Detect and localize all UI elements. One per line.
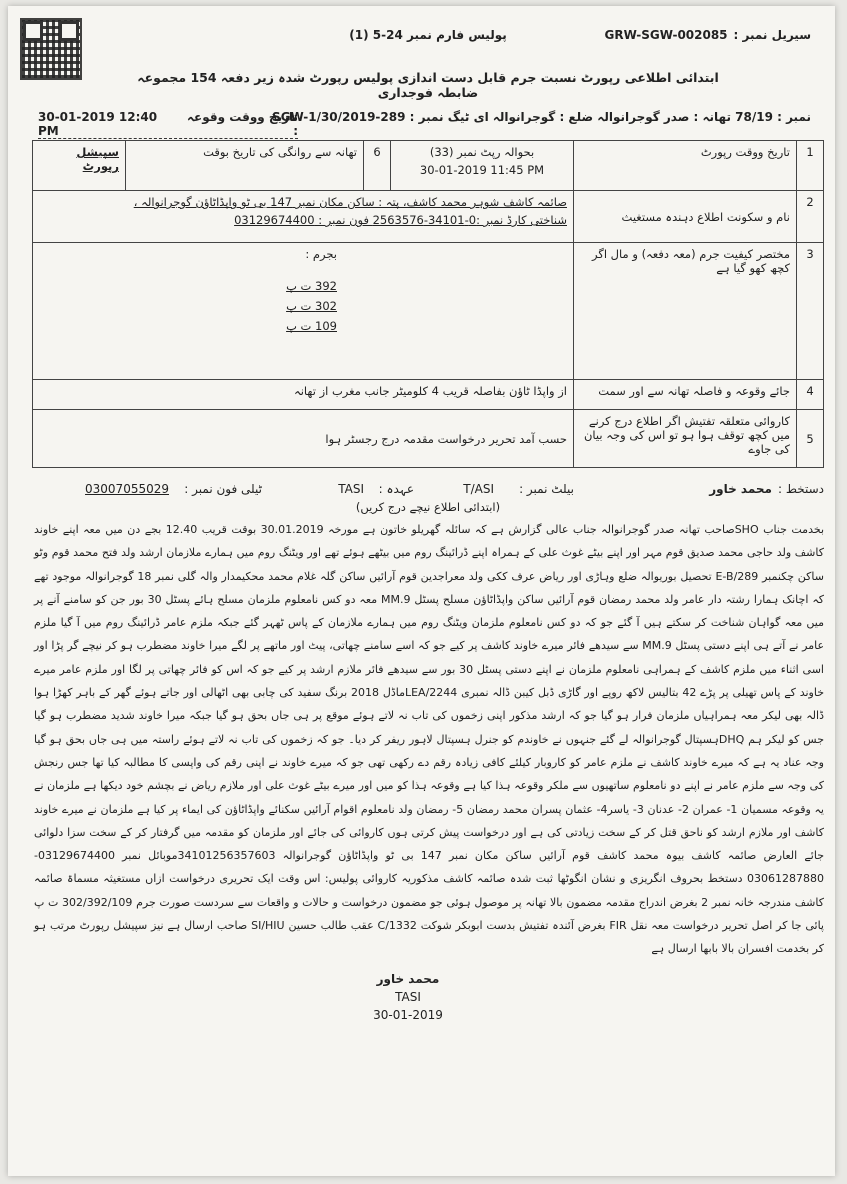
investigation-note: حسب آمد تحریر درخواست مقدمہ درج رجسٹر ہوا	[33, 410, 574, 468]
serial-number	[605, 28, 812, 42]
rank-label: عہدہ :	[378, 482, 414, 496]
table-row	[33, 191, 824, 243]
officer-name: محمد خاور	[709, 482, 772, 496]
footer-date: 30-01-2019	[373, 1008, 443, 1022]
offence-label: بجرم :	[305, 247, 337, 261]
incident-datetime-value: 30-01-2019 12:40 PM	[38, 110, 158, 138]
report-body: بخدمت جناب SHOصاحب تھانہ صدر گوجرانوالہ جناب عالی گزارش ہے کہ سائلہ گھریلو خاتون ہے مورخہ 30.01.2019 بوقت قریب 12.40 بجے دن میں معہ اپنے خاوند کاشف ولد حاجی محمد صدیق قوم مہر اور اپنے بیٹے غوث علی کے ہمراہ اپنے ڈرائینگ روم میں بیٹھے ہوئے تھے اور ویٹنگ روم میں ہمارے ملازمان ارشد ولد فتح محمد قوم وٹو ساکن چکنمبر 289/E-B تحصیل بوریوالہ ضلع وہاڑی اور ریاض عرف ککی ولد معراجدین قوم آرائیں ساکن گلہ غلام محمد محکیمدار والہ گلی نمبر 18 گوجرانوالہ موجود تھے کہ اچانک ہمارا رشتہ دار عامر ولد محمد رمضان قوم آرائیں ساکن واپڈاٹاؤن مسلح پسٹل MM.9 معہ دو کس نامعلوم ملزمان مسلح ہائے پسٹل 30 بور جن کو سامنے آنے پر میں معہ گواہان شناخت کر سکتے ہیں آ گئے جو کہ دو کس نامعلوم ملزمان ویٹنگ روم میں ہمارے ملازمان کے پاس ٹھہر گئے جبکہ ملزم عامر ڈرائینگ روم میں آ گیا ملزم عامر نے آتے ہی اپنے دستی پسٹل MM.9 سے سیدھے فائر میرے خاوند کاشف پر کیے جو کہ اسے سامنے چھاتی، پیٹ اور ماتھے پر لگے میرا خاوند مضطرب ہو کر نیچے گر پڑا اور اسی اثناء میں ملزم کاشف کے ہمراہی نامعلوم ملزمان نے اپنے دستی پسٹل 30 بور سے سیدھے فائر ملازم ارشد پر کیے جو کہ اس کو فائر چھاتی پر لگا اور ملزم عامر میرے خاوند کے پاس تھیلی پر پڑے 42 بتالیس لاکھ روپے اور گاڑی ڈبل کیبن ڈالہ نمبری LEA/2244ماڈل 2018 برنگ سفید کی چابی بھی اٹھالی اور جاتے ہوئے گھر کے باہر کھڑا ہوا ڈالہ بھی لیکر معہ ہمراہیاں ملزمان فرار ہو گیا جو کہ ارشد مذکور اپنی زخموں کی تاب نہ لاتے ہوئے موقع پر ہی جاں بحق ہو گیا جبکہ میرا خاوند شدید مضطرب ہو گیا جس کو لیکر ہم DHQہسپتال گوجرانوالہ لے گئے جنہوں نے خاوندم کو جنرل ہسپتال لاہور ریفر کر دیا۔ جو کہ زخموں کی تاب نہ لاتے ہوئے راستہ میں ہی جاں بحق ہو گیا وجہ عناد یہ ہے کہ میرے خاوند کاشف نے ملزم عامر کو کاروبار کیلئے کافی زیادہ رقم دے رکھی تھی جو کہ میرے خاوند نے اپنی رقم کی واپسی کا مطالبہ کیا تھا جس رنجش کی وجہ سے ملزم عامر نے اپنے دو نامعلوم ساتھیوں سے ملکر وقوعہ ہذا کیا ہے وقوعہ ہذا کو میں اور میرے بیٹے غوث علی اور ملازم ریاض نے بچشم خود دیکھا ہے ملزمان نے یہ وقوعہ مسمیان 1- عمران 2- عدنان 3- یاسر4- عثمان پسران محمد رمضان 5- رمضان ولد نامعلوم اقوام آرائیں سکنائے واپڈاٹاؤن کی ایماء پر کیا ہے ملزمان نے میرے خاوند کاشف اور ملازم ارشد کو ناحق قتل کر کے سخت زیادتی کی ہے اور درخواست پیش کرتی ہوں کاروائی کی جائے اور ملزمان کو مقدمہ میں گرفتار کر کے سخت سزا دلوائی جائے العارض صائمہ کاشف بیوہ محمد کاشف قوم آرائیں ساکن مکان نمبر 147 بی ٹو واپڈاٹاؤن گوجرانوالہ 34101256357603موبائل نمبر 03129674400-03061287880 دستخط بحروف انگریزی و نشان انگوٹھا ثبت شدہ صائمہ کاشف مذکوریہ کاروائی پولیس: اس وقت ایک تحریری درخواست ازاں مستغیثہ مسماۃ صائمہ کاشف مندرجہ خانہ نمبر 2 بغرض اندراج مقدمہ مضمون بالا تھانہ پر موصول ہوئی جو مضمون درخواست و حالات و واقعات سے سردست صورت جرم 302/392/109 ت پ پائی جا کر اصل تحریر درخواست معہ نقل FIR بغرض آئندہ تفتیش بدست ابوبکر شوکت C/1332 عقب طالب حسین SI/HIU صاحب ارسال ہے نیز سپیشل رپورٹ مرتب ہو کر بخدمت افسران بالا بابھا ارسال ہے	[34, 523, 825, 956]
row-label: مختصر کیفیت جرم (معہ دفعہ) و مال اگر کچھ کھو گیا ہے	[574, 243, 797, 380]
offence-section: 302 ت پ	[286, 299, 337, 313]
form-title: پولیس فارم نمبر 24-5 (1)	[349, 28, 507, 42]
phone-label: ٹیلی فون نمبر :	[184, 482, 262, 496]
footer-rank: TASI	[395, 990, 421, 1004]
table-row	[33, 141, 824, 191]
case-line: نمبر : 78/19 تھانہ : صدر گوجرانوالہ ضلع : گوجرانوالہ ای ٹیگ نمبر : SGW-1/30/2019-289	[272, 110, 811, 124]
officer-details	[32, 482, 824, 502]
row-number: 6	[364, 141, 391, 191]
report-subtitle: ابتدائی اطلاعی رپورٹ نسبت جرم قابل دست اندازی پولیس رپورٹ شدہ زیر دفعہ 154 مجموعہ ضابطہ فوجداری	[137, 70, 719, 100]
report-reference: بحوالہ رپٹ نمبر (33)	[429, 145, 535, 159]
table-row	[33, 380, 824, 410]
row-value	[391, 141, 574, 191]
row-label: جائے وقوعہ و فاصلہ تھانہ سے اور سمت	[574, 380, 797, 410]
entry-note: (ابتدائی اطلاع نیچے درج کریں)	[355, 500, 501, 514]
fir-document	[8, 6, 835, 1176]
offence-section: 392 ت پ	[286, 279, 337, 293]
complainant-id: شناختی کارڈ نمبر :0-34101-2563576 فون نمبر : 03129674400	[234, 213, 567, 227]
row-number: 1	[797, 141, 824, 191]
row-number: 3	[797, 243, 824, 380]
row-label: تھانہ سے روانگی کی تاریخ بوقت	[126, 141, 364, 191]
row-number: 4	[797, 380, 824, 410]
row-value	[33, 191, 574, 243]
incident-location: از واپڈا ٹاؤن بفاصلہ قریب 4 کلومیٹر جانب مغرب از تھانہ	[33, 380, 574, 410]
complainant-name: صائمہ کاشف شوہر محمد کاشف، پتہ : ساکن مکان نمبر 147 بی ٹو واپڈاٹاؤن گوجرانوالہ ،	[133, 195, 567, 209]
footer-signature	[338, 972, 478, 1022]
table-row	[33, 410, 824, 468]
fir-details-table	[32, 140, 824, 468]
phone-value: 03007055029	[85, 482, 169, 496]
footer-name: محمد خاور	[376, 972, 440, 986]
serial-label: سیریل نمبر :	[733, 28, 811, 42]
row-label: نام و سکونت اطلاع دہندہ مستغیث	[574, 191, 797, 243]
table-row	[33, 243, 824, 380]
row-number: 5	[797, 410, 824, 468]
row-value	[33, 243, 574, 380]
belt-label: بیلٹ نمبر :	[519, 482, 574, 496]
belt-value: T/ASI	[463, 482, 494, 496]
special-report: سپیشل رپورٹ	[33, 141, 126, 191]
incident-datetime-label: تاریخ ووقت وقوعہ :	[187, 110, 298, 138]
report-datetime: 30-01-2019 11:45 PM	[419, 163, 545, 177]
incident-datetime	[38, 110, 298, 139]
signature-label: دستخط :	[777, 482, 824, 496]
rank-value: TASI	[338, 482, 364, 496]
qr-code-icon	[20, 18, 82, 80]
row-label: کاروائی متعلقہ تفتیش اگر اطلاع درج کرنے میں کچھ توقف ہوا ہو تو اس کی وجہ بیان کی جاوے	[574, 410, 797, 468]
serial-value: GRW-SGW-002085	[604, 28, 728, 42]
row-number: 2	[797, 191, 824, 243]
row-label: تاریخ ووقت رپورٹ	[574, 141, 797, 191]
offence-section: 109 ت پ	[286, 319, 337, 333]
